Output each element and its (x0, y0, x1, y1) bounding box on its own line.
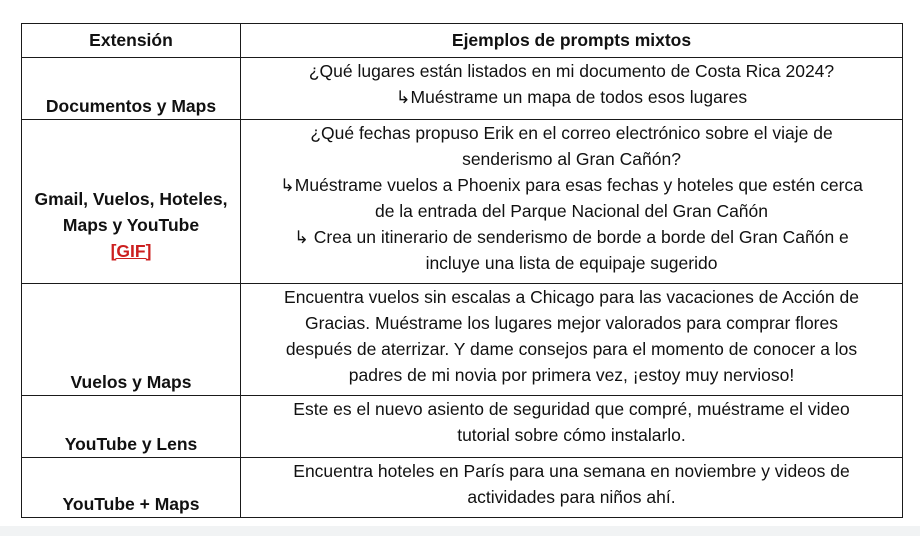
extension-label: Maps y YouTube (62, 214, 200, 235)
extension-label: YouTube + Maps (62, 494, 200, 514)
example-line: Este es el nuevo asiento de seguridad que compré, muéstrame el video (293, 399, 850, 419)
extension-cell (22, 58, 241, 120)
example-line: después de aterrizar. Y dame consejos para el momento de conocer a los (285, 339, 858, 359)
example-line: Gracias. Muéstrame los lugares mejor valorados para comprar flores (305, 313, 838, 333)
extension-cell (22, 396, 241, 458)
extension-cell (22, 120, 241, 284)
example-line: senderismo al Gran Cañón? (462, 149, 681, 169)
examples-cell (241, 120, 903, 284)
example-line: actividades para niños ahí. (467, 487, 676, 507)
example-line: ↳Muéstrame vuelos a Phoenix para esas fechas y hoteles que estén cerca (280, 175, 863, 195)
examples-cell (241, 58, 903, 120)
extension-label: YouTube y Lens (64, 434, 198, 454)
page-bottom-strip (0, 526, 920, 536)
extension-cell (22, 458, 241, 518)
header-row (22, 24, 903, 58)
table-row (22, 458, 903, 518)
table-row (22, 396, 903, 458)
header-examples: Ejemplos de prompts mixtos (241, 24, 903, 58)
example-line: Encuentra vuelos sin escalas a Chicago para las vacaciones de Acción de (284, 287, 859, 307)
examples-cell (241, 458, 903, 518)
example-line: ↳Muéstrame un mapa de todos esos lugares (395, 87, 748, 107)
example-line: ¿Qué fechas propuso Erik en el correo electrónico sobre el viaje de (310, 123, 833, 143)
prompts-table (21, 23, 903, 518)
examples-cell (241, 284, 903, 396)
example-line: incluye una lista de equipaje sugerido (425, 253, 718, 273)
example-line: ↳ Crea un itinerario de senderismo de borde a borde del Gran Cañón e (294, 227, 849, 247)
extension-label: Vuelos y Maps (70, 372, 192, 392)
example-line: Encuentra hoteles en París para una semana en noviembre y videos de (293, 461, 850, 481)
gif-link[interactable]: [GIF] (110, 240, 152, 261)
example-line: tutorial sobre cómo instalarlo. (457, 425, 686, 445)
example-line: ¿Qué lugares están listados en mi documento de Costa Rica 2024? (308, 61, 835, 81)
extension-cell (22, 284, 241, 396)
example-line: de la entrada del Parque Nacional del Gran Cañón (374, 201, 769, 221)
table-row (22, 58, 903, 120)
example-line: padres de mi novia por primera vez, ¡estoy muy nervioso! (348, 365, 795, 385)
examples-cell (241, 396, 903, 458)
header-extension: Extensión (22, 24, 241, 58)
table-row (22, 284, 903, 396)
table-header (22, 24, 903, 58)
extension-label: Documentos y Maps (45, 96, 217, 116)
table-row (22, 120, 903, 284)
extension-label: Gmail, Vuelos, Hoteles, (34, 188, 228, 209)
